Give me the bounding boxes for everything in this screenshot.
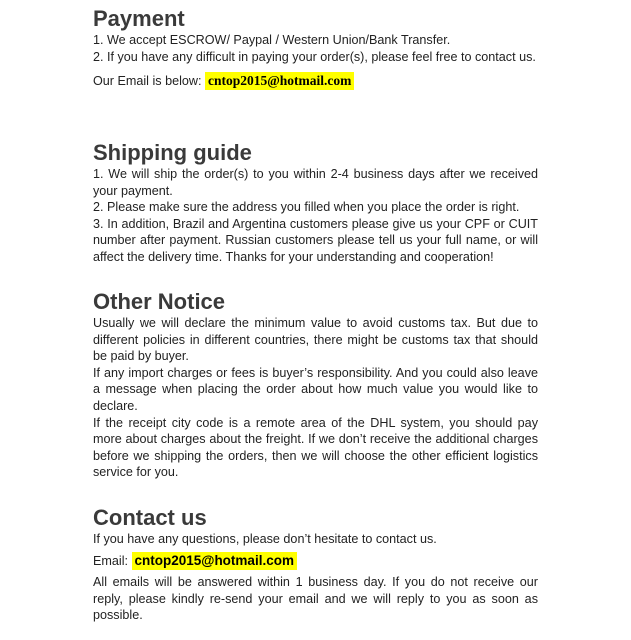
payment-email-address: cntop2015@hotmail.com [205,72,354,90]
contact-email-label: Email: [93,553,132,568]
payment-item-2: 2. If you have any difficult in paying your order(s), please feel free to contact us. [93,49,536,64]
shipping-item-3: 3. In addition, Brazil and Argentina customers please give us your CPF or CUIT number after payment. Russian customers please tell us your full name, or will affect the delivery time. Thanks for your understanding and cooperation! [93,216,538,264]
payment-email-line [93,73,538,90]
payment-heading: Payment [93,6,185,31]
notice-paragraph-3: If the receipt city code is a remote area of the DHL system, you should pay more about charges about the freight. If we don’t receive the additional charges before we shipping the orders, then we will choose the other efficient logistics service for you. [93,415,538,480]
contact-intro: If you have any questions, please don’t hesitate to contact us. [93,532,437,546]
contact-section [93,505,538,624]
shipping-item-2: 2. Please make sure the address you filled when you place the order is right. [93,200,520,215]
notice-section [93,289,538,481]
shipping-heading: Shipping guide [93,140,252,165]
notice-paragraph-1: Usually we will declare the minimum value to avoid customs tax. But due to different policies in different countries, there might be customs tax that should be paid by buyer. [93,316,538,364]
contact-email-line [93,553,538,570]
shipping-section [93,140,538,266]
shipping-item-1: 1. We will ship the order(s) to you within 2-4 business days after we received your payment. [93,167,538,198]
notice-heading: Other Notice [93,289,226,314]
contact-heading: Contact us [93,505,207,530]
notice-paragraph-2: If any import charges or fees is buyer’s responsibility. And you could also leave a message when placing the order about how much value you would like to declare. [93,365,538,413]
contact-response-note: All emails will be answered within 1 business day. If you do not receive our reply, please kindly re-send your email and we will reply to you as soon as possible. [93,575,538,623]
payment-email-label: Our Email is below: [93,74,205,89]
payment-section [93,6,538,90]
payment-item-1: 1. We accept ESCROW/ Paypal / Western Union/Bank Transfer. [93,33,451,47]
contact-email-address: cntop2015@hotmail.com [132,552,297,570]
